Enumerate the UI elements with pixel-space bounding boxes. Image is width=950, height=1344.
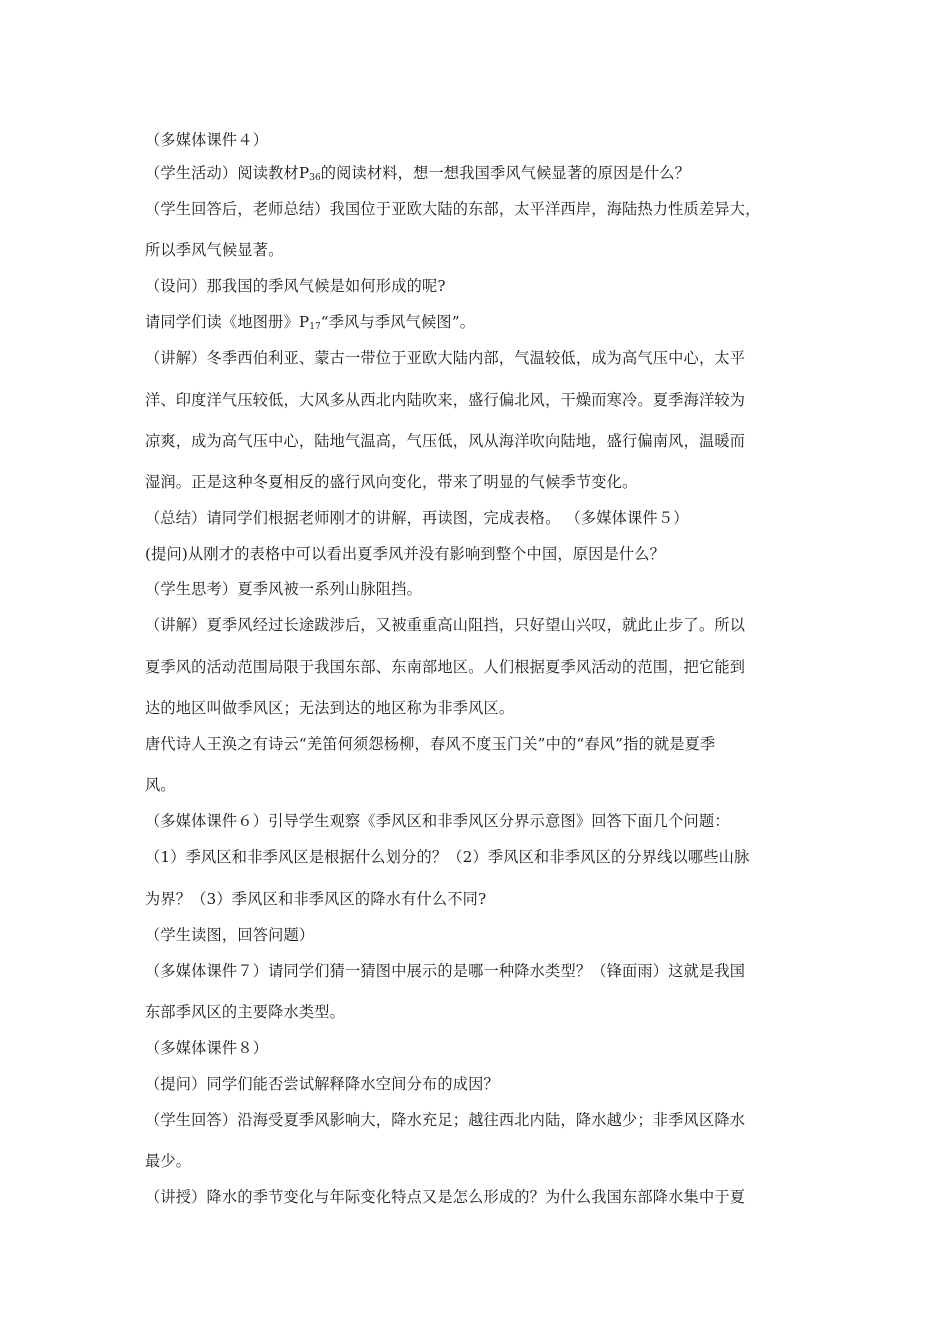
text-line: 湿润。正是这种冬夏相反的盛行风向变化，带来了明显的气候季节变化。	[145, 473, 638, 491]
text-line: (提问)从刚才的表格中可以看出夏季风并没有影响到整个中国，原因是什么？	[145, 545, 666, 563]
text-line: 所以季风气候显著。	[145, 241, 284, 259]
text-segment: （学生活动）阅读教材P	[145, 164, 310, 182]
text-line: 最少。	[145, 1152, 192, 1170]
text-segment: 的阅读材料，想一想我国季风气候显著的原因是什么？	[320, 164, 691, 182]
text-line: （学生回答后，老师总结）我国位于亚欧大陆的东部，太平洋西岸，海陆热力性质差异大，	[145, 200, 761, 218]
text-line: （提问）同学们能否尝试解释降水空间分布的成因？	[145, 1075, 499, 1093]
text-line: （1）季风区和非季风区是根据什么划分的？（2）季风区和非季风区的分界线以哪些山脉	[145, 848, 750, 866]
text-line: 洋、印度洋气压较低，大风多从西北内陆吹来，盛行偏北风，干燥而寒冷。夏季海洋较为	[145, 391, 746, 409]
page-subscript: 36	[309, 173, 321, 183]
text-line: （多媒体课件６）引导学生观察《季风区和非季风区分界示意图》回答下面几个问题：	[145, 812, 730, 830]
text-line: （讲授）降水的季节变化与年际变化特点又是怎么形成的？为什么我国东部降水集中于夏	[145, 1188, 746, 1206]
text-segment: 请同学们读《地图册》P	[145, 313, 310, 331]
text-line	[145, 163, 690, 188]
text-line: （多媒体课件８）	[145, 1039, 269, 1057]
text-line: （讲解）夏季风经过长途跋涉后，又被重重高山阻挡，只好望山兴叹，就此止步了。所以	[145, 616, 746, 634]
text-line: 凉爽，成为高气压中心，陆地气温高，气压低，风从海洋吹向陆地，盛行偏南风，温暖而	[145, 432, 746, 450]
text-line: 达的地区叫做季风区；无法到达的地区称为非季风区。	[145, 699, 515, 717]
page-subscript: 17	[309, 322, 321, 332]
text-line	[145, 312, 475, 337]
text-line: （讲解）冬季西伯利亚、蒙古一带位于亚欧大陆内部，气温较低，成为高气压中心，太平	[145, 349, 746, 367]
text-line: （总结）请同学们根据老师刚才的讲解，再读图，完成表格。 （多媒体课件５）	[145, 509, 689, 527]
text-line: 东部季风区的主要降水类型。	[145, 1003, 346, 1021]
document-page	[145, 0, 805, 1344]
text-line: （设问）那我国的季风气候是如何形成的呢?	[145, 277, 446, 295]
text-line: （学生读图，回答问题）	[145, 926, 315, 944]
text-line: 唐代诗人王涣之有诗云“羌笛何须怨杨柳，春风不度玉门关”中的“春风”指的就是夏季	[145, 735, 716, 753]
text-line: 为界？（3）季风区和非季风区的降水有什么不同?	[145, 890, 487, 908]
text-line: （多媒体课件４）	[145, 131, 269, 149]
text-line: 风。	[145, 776, 176, 794]
text-line: （学生思考）夏季风被一系列山脉阻挡。	[145, 580, 422, 598]
text-line: （学生回答）沿海受夏季风影响大，降水充足；越往西北内陆，降水越少；非季风区降水	[145, 1111, 746, 1129]
text-segment: “季风与季风气候图”。	[320, 313, 476, 331]
text-line: （多媒体课件７）请同学们猜一猜图中展示的是哪一种降水类型？（锋面雨）这就是我国	[145, 962, 746, 980]
text-line: 夏季风的活动范围局限于我国东部、东南部地区。人们根据夏季风活动的范围，把它能到	[145, 658, 746, 676]
